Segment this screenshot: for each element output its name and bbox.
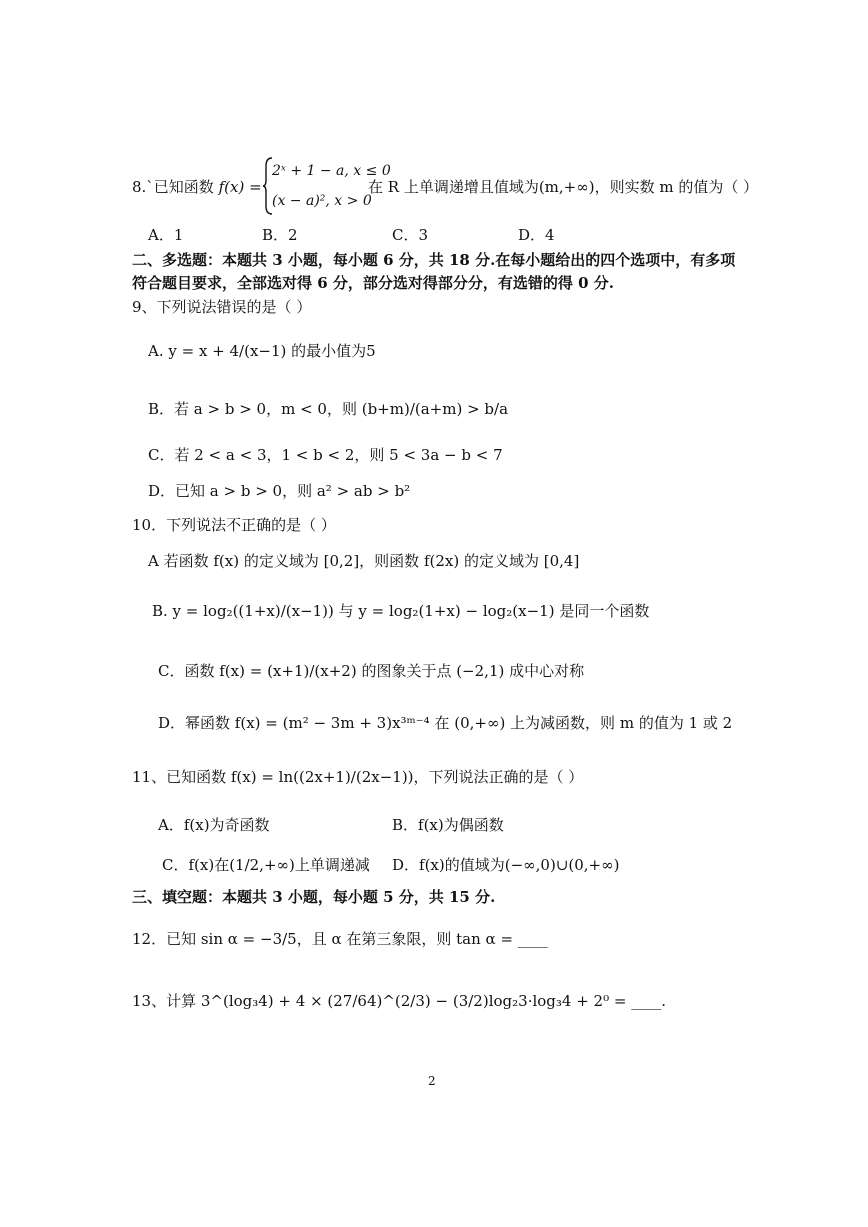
q8-option-a: A．1 <box>148 226 184 244</box>
q8-option-b: B．2 <box>262 226 298 244</box>
q8-prefix: 8.`已知函数 <box>132 178 214 196</box>
q12-stem: 12．已知 sin α = −3/5，且 α 在第三象限，则 tan α = ____ <box>132 930 548 948</box>
q9-option-a: A. y = x + 4/(x−1) 的最小值为5 <box>148 342 376 360</box>
q10-option-b: B. y = log₂((1+x)/(x−1)) 与 y = log₂(1+x) − log₂(x−1) 是同一个函数 <box>152 602 650 620</box>
q9-option-b: B．若 a > b > 0，m < 0，则 (b+m)/(a+m) > b/a <box>148 400 509 418</box>
q9-stem: 9、下列说法错误的是（ ） <box>132 298 312 316</box>
q8-piece2: (x − a)², x > 0 <box>272 193 372 209</box>
q11-option-a: A．f(x)为奇函数 <box>158 816 270 834</box>
section2-line2: 符合题目要求，全部选对得 6 分，部分选对得部分分，有选错的得 0 分. <box>132 274 614 292</box>
section2-line1: 二、多选题：本题共 3 小题，每小题 6 分，共 18 分.在每小题给出的四个选项中，有多项 <box>132 251 736 269</box>
section3-line1: 三、填空题：本题共 3 小题，每小题 5 分，共 15 分. <box>132 888 496 906</box>
q11-option-c: C．f(x)在(1/2,+∞)上单调递减 <box>162 856 370 874</box>
q8-option-c: C．3 <box>392 226 429 244</box>
page-number: 2 <box>428 1074 436 1088</box>
q11-option-b: B．f(x)为偶函数 <box>392 816 504 834</box>
q10-stem: 10．下列说法不正确的是（ ） <box>132 516 336 534</box>
q13-stem: 13、计算 3^(log₃4) + 4 × (27/64)^(2/3) − (3/2)log₂3·log₃4 + 2⁰ = ____. <box>132 992 666 1010</box>
q8-stem <box>132 176 262 198</box>
q8-option-d: D．4 <box>518 226 555 244</box>
q11-option-d: D．f(x)的值域为(−∞,0)∪(0,+∞) <box>392 856 620 874</box>
q11-stem: 11、已知函数 f(x) = ln((2x+1)/(2x−1))，下列说法正确的是（ ） <box>132 768 584 786</box>
q8-piece1: 2ˣ + 1 − a, x ≤ 0 <box>272 163 391 179</box>
q10-option-a: A 若函数 f(x) 的定义域为 [0,2]，则函数 f(2x) 的定义域为 [0,4] <box>148 552 580 570</box>
q10-option-d: D．幂函数 f(x) = (m² − 3m + 3)x³ᵐ⁻⁴ 在 (0,+∞) 上为减函数，则 m 的值为 1 或 2 <box>158 714 733 732</box>
q8-suffix: 在 R 上单调递增且值域为(m,+∞)，则实数 m 的值为（ ） <box>368 178 759 196</box>
q10-option-c: C．函数 f(x) = (x+1)/(x+2) 的图象关于点 (−2,1) 成中心对称 <box>158 662 585 680</box>
q9-option-d: D．已知 a > b > 0，则 a² > ab > b² <box>148 482 411 500</box>
q9-option-c: C．若 2 < a < 3，1 < b < 2，则 5 < 3a − b < 7 <box>148 446 503 464</box>
q8-func: f(x) = <box>218 178 262 196</box>
